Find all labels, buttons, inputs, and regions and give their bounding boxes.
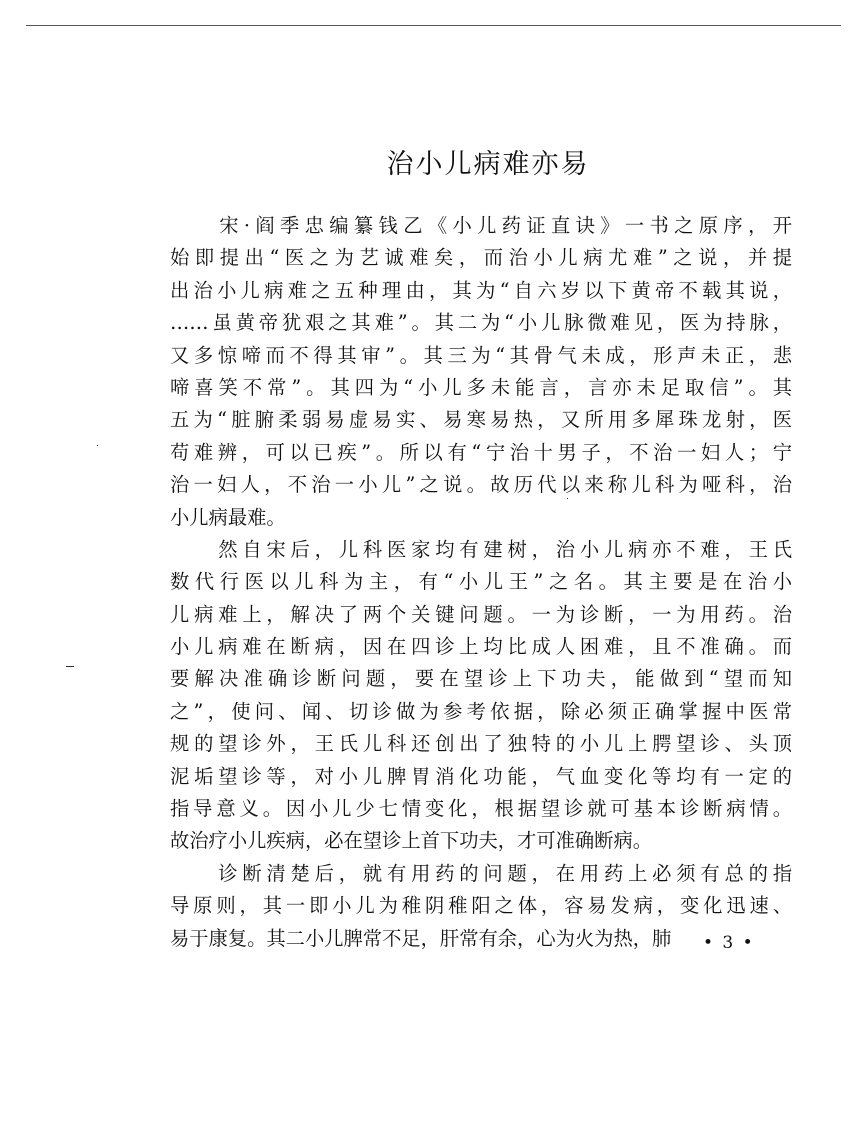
text-line: 小儿病难在断病，因在四诊上均比成人困难，且不准确。而 — [170, 635, 792, 659]
text-line: 指导意义。因小儿少七情变化，根据望诊就可基本诊断病情。 — [170, 797, 792, 821]
header-rule — [26, 25, 841, 26]
text-line: ……虽黄帝犹艰之其难”。其二为“小儿脉微难见，医为持脉， — [170, 311, 792, 335]
text-line: 导原则，其一即小儿为稚阴稚阳之体，容易发病，变化迅速、 — [170, 894, 792, 918]
text-line: 啼喜笑不常”。其四为“小儿多未能言，言亦未足取信”。其 — [170, 375, 792, 399]
text-line: 规的望诊外，王氏儿科还创出了独特的小儿上腭望诊、头顶 — [170, 732, 792, 756]
scan-mark — [97, 445, 98, 446]
text-line: 诊断清楚后，就有用药的问题，在用药上必须有总的指 — [170, 861, 792, 885]
text-line: 然自宋后，儿科医家均有建树，治小儿病亦不难，王氏 — [170, 537, 792, 561]
text-line: 宋·阎季忠编纂钱乙《小儿药证直诀》一书之原序，开 — [170, 214, 792, 237]
text-line: 治一妇人，不治一小儿”之说。故历代以来称儿科为哑科，治 — [170, 473, 792, 497]
text-line: 始即提出“医之为艺诚难矣，而治小儿病尤难”之说，并提 — [170, 246, 792, 270]
text-line: 故治疗小儿疾病，必在望诊上首下功夫，才可准确断病。 — [170, 829, 653, 853]
text-line: 小儿病最难。 — [170, 505, 286, 529]
text-line: 儿病难上，解决了两个关键问题。一为诊断，一为用药。治 — [170, 602, 792, 626]
text-line: 要解决准确诊断问题，要在望诊上下功夫，能做到“望而知 — [170, 667, 792, 691]
body-text — [170, 210, 792, 955]
text-line: 出治小儿病难之五种理由，其为“自六岁以下黄帝不载其说， — [170, 278, 792, 302]
text-line: 苟难辨，可以已疾”。所以有“宁治十男子，不治一妇人；宁 — [170, 440, 792, 464]
text-line: 又多惊啼而不得其审”。其三为“其骨气未成，形声未正，悲 — [170, 343, 792, 367]
scan-mark — [66, 666, 74, 667]
text-line: 泥垢望诊等，对小儿脾胃消化功能，气血变化等均有一定的 — [170, 764, 792, 788]
text-line: 数代行医以儿科为主，有“小儿王”之名。其主要是在治小 — [170, 570, 792, 594]
text-line: 之”，使问、闻、切诊做为参考依据，除必须正确掌握中医常 — [170, 699, 792, 723]
page-title: 治小儿病难亦易 — [386, 149, 590, 180]
text-line: 五为“脏腑柔弱易虚易实、易寒易热，又所用多犀珠龙射，医 — [170, 408, 792, 432]
text-line: 易于康复。其二小儿脾常不足，肝常有余，心为火为热，肺 — [170, 926, 672, 950]
page-number: • 3 • — [703, 933, 755, 953]
